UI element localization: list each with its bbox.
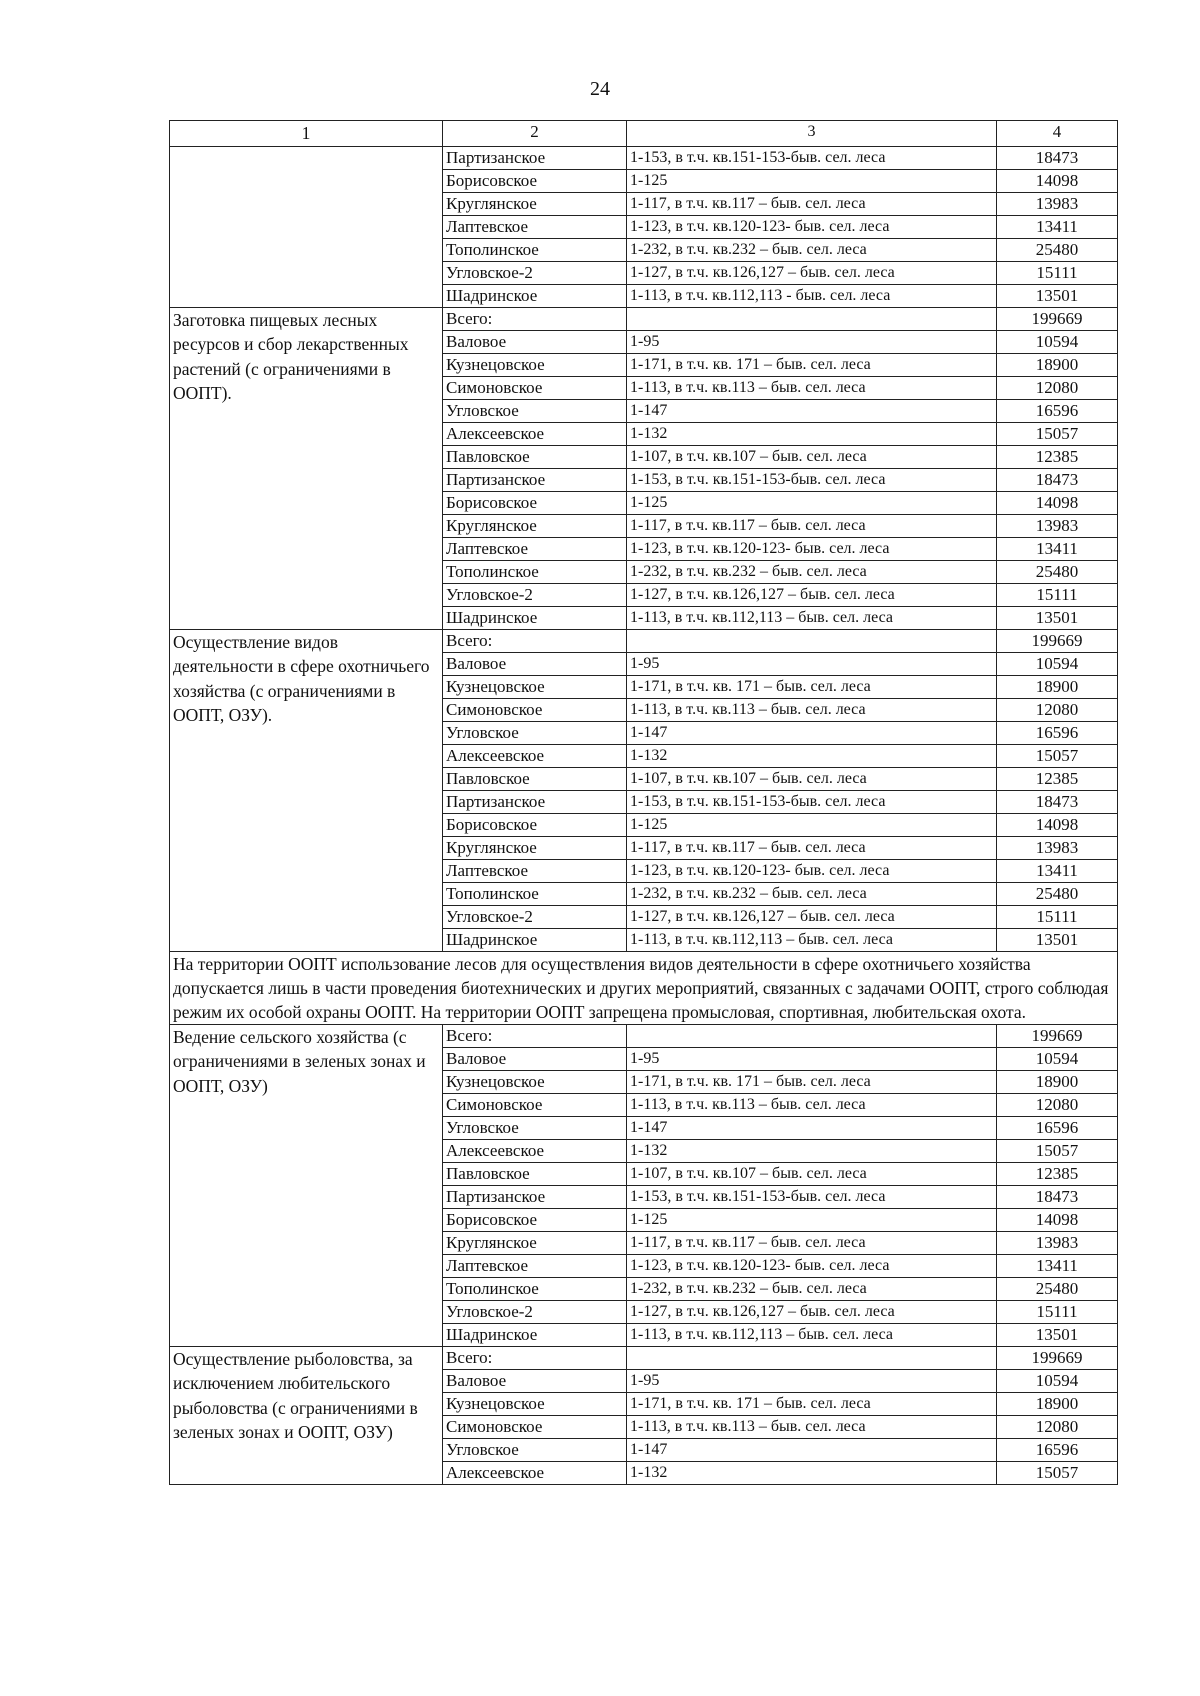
area-value-cell: 15057	[997, 1461, 1118, 1484]
forestry-name-cell: Угловское	[443, 721, 627, 744]
area-value-cell: 10594	[997, 652, 1118, 675]
forestry-name-cell: Шадринское	[443, 1323, 627, 1346]
forestry-name-cell: Партизанское	[443, 1185, 627, 1208]
quarter-range-cell: 1-113, в т.ч. кв.113 – быв. сел. леса	[627, 1415, 997, 1438]
quarter-range-cell: 1-125	[627, 169, 997, 192]
area-value-cell: 18900	[997, 1392, 1118, 1415]
area-value-cell: 14098	[997, 491, 1118, 514]
quarter-range-cell: 1-95	[627, 1369, 997, 1392]
quarter-range-cell: 1-132	[627, 1461, 997, 1484]
quarter-range-cell: 1-232, в т.ч. кв.232 – быв. сел. леса	[627, 238, 997, 261]
activity-type-cell: Заготовка пищевых лесных ресурсов и сбор лекарственных растений (с ограничениями в ООПТ).	[170, 307, 443, 629]
forestry-name-cell: Алексеевское	[443, 1461, 627, 1484]
forestry-name-cell: Кузнецовское	[443, 675, 627, 698]
activity-type-cell: Осуществление рыболовства, за исключением любительского рыболовства (с ограничениями в зеленых зонах и ООПТ, ОЗУ)	[170, 1346, 443, 1484]
quarter-range-cell: 1-127, в т.ч. кв.126,127 – быв. сел. леса	[627, 261, 997, 284]
area-value-cell: 15057	[997, 1139, 1118, 1162]
quarter-range-cell: 1-171, в т.ч. кв. 171 – быв. сел. леса	[627, 353, 997, 376]
area-value-cell: 25480	[997, 238, 1118, 261]
forestry-name-cell: Алексеевское	[443, 422, 627, 445]
forestry-name-cell: Борисовское	[443, 491, 627, 514]
note-row	[170, 951, 1118, 1024]
quarter-range-cell: 1-147	[627, 1438, 997, 1461]
quarter-range-cell: 1-107, в т.ч. кв.107 – быв. сел. леса	[627, 767, 997, 790]
forestry-name-cell: Симоновское	[443, 1093, 627, 1116]
forestry-name-cell: Павловское	[443, 1162, 627, 1185]
forestry-name-cell: Всего:	[443, 629, 627, 652]
quarter-range-cell: 1-153, в т.ч. кв.151-153-быв. сел. леса	[627, 146, 997, 169]
forestry-name-cell: Партизанское	[443, 146, 627, 169]
area-value-cell: 13501	[997, 928, 1118, 951]
quarter-range-cell: 1-117, в т.ч. кв.117 – быв. сел. леса	[627, 836, 997, 859]
quarter-range-cell: 1-95	[627, 652, 997, 675]
forestry-name-cell: Угловское-2	[443, 905, 627, 928]
area-value-cell: 18900	[997, 353, 1118, 376]
area-value-cell: 18473	[997, 790, 1118, 813]
forestry-name-cell: Кузнецовское	[443, 353, 627, 376]
area-value-cell: 199669	[997, 1024, 1118, 1047]
forestry-name-cell: Алексеевское	[443, 744, 627, 767]
quarter-range-cell: 1-123, в т.ч. кв.120-123- быв. сел. леса	[627, 859, 997, 882]
quarter-range-cell: 1-147	[627, 1116, 997, 1139]
area-value-cell: 16596	[997, 1116, 1118, 1139]
quarter-range-cell: 1-171, в т.ч. кв. 171 – быв. сел. леса	[627, 675, 997, 698]
area-value-cell: 12080	[997, 698, 1118, 721]
area-value-cell: 18473	[997, 1185, 1118, 1208]
area-value-cell: 12385	[997, 1162, 1118, 1185]
table-row	[170, 1346, 1118, 1369]
area-value-cell: 18900	[997, 675, 1118, 698]
column-header-row	[170, 121, 1118, 147]
forestry-name-cell: Борисовское	[443, 169, 627, 192]
quarter-range-cell: 1-117, в т.ч. кв.117 – быв. сел. леса	[627, 514, 997, 537]
quarter-range-cell: 1-127, в т.ч. кв.126,127 – быв. сел. леса	[627, 905, 997, 928]
forest-use-table	[169, 120, 1118, 1485]
area-value-cell: 13411	[997, 1254, 1118, 1277]
quarter-range-cell: 1-123, в т.ч. кв.120-123- быв. сел. леса	[627, 215, 997, 238]
table-row	[170, 307, 1118, 330]
page-number: 24	[590, 78, 610, 100]
quarter-range-cell: 1-113, в т.ч. кв.112,113 - быв. сел. леса	[627, 284, 997, 307]
quarter-range-cell: 1-132	[627, 1139, 997, 1162]
continued-activity-cell	[170, 146, 443, 307]
forestry-name-cell: Тополинское	[443, 882, 627, 905]
area-value-cell: 15111	[997, 905, 1118, 928]
quarter-range-cell: 1-95	[627, 1047, 997, 1070]
forestry-name-cell: Угловское	[443, 399, 627, 422]
forestry-name-cell: Павловское	[443, 445, 627, 468]
quarter-range-cell: 1-153, в т.ч. кв.151-153-быв. сел. леса	[627, 1185, 997, 1208]
area-value-cell: 13501	[997, 606, 1118, 629]
forestry-name-cell: Всего:	[443, 307, 627, 330]
quarter-range-cell	[627, 629, 997, 652]
area-value-cell: 10594	[997, 330, 1118, 353]
quarter-range-cell: 1-125	[627, 813, 997, 836]
forestry-name-cell: Круглянское	[443, 192, 627, 215]
forestry-name-cell: Круглянское	[443, 514, 627, 537]
forestry-name-cell: Круглянское	[443, 836, 627, 859]
quarter-range-cell: 1-153, в т.ч. кв.151-153-быв. сел. леса	[627, 790, 997, 813]
forestry-name-cell: Угловское	[443, 1116, 627, 1139]
quarter-range-cell: 1-113, в т.ч. кв.112,113 – быв. сел. леса	[627, 1323, 997, 1346]
table-row	[170, 146, 1118, 169]
area-value-cell: 15111	[997, 1300, 1118, 1323]
forestry-name-cell: Угловское	[443, 1438, 627, 1461]
forestry-name-cell: Валовое	[443, 1369, 627, 1392]
forestry-name-cell: Лаптевское	[443, 1254, 627, 1277]
forestry-name-cell: Всего:	[443, 1346, 627, 1369]
area-value-cell: 12080	[997, 1415, 1118, 1438]
quarter-range-cell: 1-117, в т.ч. кв.117 – быв. сел. леса	[627, 192, 997, 215]
table-row	[170, 629, 1118, 652]
forestry-name-cell: Алексеевское	[443, 1139, 627, 1162]
forestry-name-cell: Кузнецовское	[443, 1392, 627, 1415]
area-value-cell: 13411	[997, 859, 1118, 882]
area-value-cell: 12385	[997, 767, 1118, 790]
area-value-cell: 13983	[997, 1231, 1118, 1254]
hunting-restriction-note: На территории ООПТ использование лесов для осуществления видов деятельности в сфере охотничьего хозяйства допускается лишь в части проведения биотехнических и других мероприятий, связанных с задачами ООПТ, строго соблюдая режим их особой охраны ООПТ. На территории ООПТ запрещена промысловая, спортивная, любительская охота.	[170, 951, 1118, 1024]
forestry-name-cell: Всего:	[443, 1024, 627, 1047]
area-value-cell: 13983	[997, 514, 1118, 537]
forestry-name-cell: Симоновское	[443, 376, 627, 399]
forestry-name-cell: Тополинское	[443, 560, 627, 583]
forestry-name-cell: Шадринское	[443, 606, 627, 629]
quarter-range-cell: 1-127, в т.ч. кв.126,127 – быв. сел. леса	[627, 583, 997, 606]
area-value-cell: 12385	[997, 445, 1118, 468]
area-value-cell: 15111	[997, 261, 1118, 284]
area-value-cell: 199669	[997, 1346, 1118, 1369]
quarter-range-cell	[627, 1024, 997, 1047]
forestry-name-cell: Шадринское	[443, 928, 627, 951]
area-value-cell: 14098	[997, 169, 1118, 192]
column-header-1: 1	[170, 121, 443, 147]
area-value-cell: 18473	[997, 146, 1118, 169]
area-value-cell: 25480	[997, 1277, 1118, 1300]
activity-type-cell: Ведение сельского хозяйства (с ограничениями в зеленых зонах и ООПТ, ОЗУ)	[170, 1024, 443, 1346]
area-value-cell: 13411	[997, 215, 1118, 238]
area-value-cell: 16596	[997, 1438, 1118, 1461]
quarter-range-cell: 1-113, в т.ч. кв.112,113 – быв. сел. леса	[627, 928, 997, 951]
quarter-range-cell: 1-107, в т.ч. кв.107 – быв. сел. леса	[627, 445, 997, 468]
quarter-range-cell: 1-171, в т.ч. кв. 171 – быв. сел. леса	[627, 1070, 997, 1093]
forestry-name-cell: Валовое	[443, 330, 627, 353]
area-value-cell: 12080	[997, 1093, 1118, 1116]
quarter-range-cell: 1-153, в т.ч. кв.151-153-быв. сел. леса	[627, 468, 997, 491]
column-header-2: 2	[443, 121, 627, 147]
quarter-range-cell: 1-95	[627, 330, 997, 353]
forestry-name-cell: Лаптевское	[443, 859, 627, 882]
quarter-range-cell: 1-113, в т.ч. кв.112,113 – быв. сел. леса	[627, 606, 997, 629]
quarter-range-cell: 1-117, в т.ч. кв.117 – быв. сел. леса	[627, 1231, 997, 1254]
area-value-cell: 16596	[997, 399, 1118, 422]
forestry-name-cell: Партизанское	[443, 790, 627, 813]
area-value-cell: 13411	[997, 537, 1118, 560]
quarter-range-cell: 1-125	[627, 491, 997, 514]
quarter-range-cell: 1-127, в т.ч. кв.126,127 – быв. сел. леса	[627, 1300, 997, 1323]
forestry-name-cell: Симоновское	[443, 698, 627, 721]
quarter-range-cell: 1-132	[627, 744, 997, 767]
area-value-cell: 18900	[997, 1070, 1118, 1093]
area-value-cell: 16596	[997, 721, 1118, 744]
quarter-range-cell: 1-113, в т.ч. кв.113 – быв. сел. леса	[627, 1093, 997, 1116]
forestry-name-cell: Павловское	[443, 767, 627, 790]
forestry-name-cell: Угловское-2	[443, 261, 627, 284]
forestry-name-cell: Симоновское	[443, 1415, 627, 1438]
column-header-4: 4	[997, 121, 1118, 147]
quarter-range-cell: 1-232, в т.ч. кв.232 – быв. сел. леса	[627, 560, 997, 583]
quarter-range-cell: 1-132	[627, 422, 997, 445]
area-value-cell: 15057	[997, 422, 1118, 445]
forestry-name-cell: Лаптевское	[443, 537, 627, 560]
quarter-range-cell: 1-113, в т.ч. кв.113 – быв. сел. леса	[627, 376, 997, 399]
forestry-name-cell: Круглянское	[443, 1231, 627, 1254]
quarter-range-cell	[627, 1346, 997, 1369]
quarter-range-cell: 1-171, в т.ч. кв. 171 – быв. сел. леса	[627, 1392, 997, 1415]
forestry-name-cell: Лаптевское	[443, 215, 627, 238]
quarter-range-cell: 1-123, в т.ч. кв.120-123- быв. сел. леса	[627, 1254, 997, 1277]
forestry-name-cell: Борисовское	[443, 813, 627, 836]
area-value-cell: 12080	[997, 376, 1118, 399]
area-value-cell: 10594	[997, 1047, 1118, 1070]
area-value-cell: 14098	[997, 813, 1118, 836]
quarter-range-cell: 1-147	[627, 399, 997, 422]
forestry-name-cell: Борисовское	[443, 1208, 627, 1231]
area-value-cell: 199669	[997, 307, 1118, 330]
area-value-cell: 13501	[997, 1323, 1118, 1346]
table-row	[170, 1024, 1118, 1047]
quarter-range-cell: 1-125	[627, 1208, 997, 1231]
area-value-cell: 14098	[997, 1208, 1118, 1231]
area-value-cell: 25480	[997, 882, 1118, 905]
column-header-3: 3	[627, 121, 997, 147]
area-value-cell: 13983	[997, 192, 1118, 215]
area-value-cell: 18473	[997, 468, 1118, 491]
forestry-name-cell: Угловское-2	[443, 1300, 627, 1323]
forestry-name-cell: Шадринское	[443, 284, 627, 307]
forestry-name-cell: Валовое	[443, 652, 627, 675]
forestry-name-cell: Кузнецовское	[443, 1070, 627, 1093]
quarter-range-cell: 1-107, в т.ч. кв.107 – быв. сел. леса	[627, 1162, 997, 1185]
quarter-range-cell: 1-232, в т.ч. кв.232 – быв. сел. леса	[627, 1277, 997, 1300]
forestry-name-cell: Тополинское	[443, 1277, 627, 1300]
forestry-name-cell: Тополинское	[443, 238, 627, 261]
quarter-range-cell: 1-113, в т.ч. кв.113 – быв. сел. леса	[627, 698, 997, 721]
area-value-cell: 13983	[997, 836, 1118, 859]
area-value-cell: 15111	[997, 583, 1118, 606]
forestry-name-cell: Партизанское	[443, 468, 627, 491]
area-value-cell: 25480	[997, 560, 1118, 583]
quarter-range-cell	[627, 307, 997, 330]
forestry-name-cell: Валовое	[443, 1047, 627, 1070]
area-value-cell: 15057	[997, 744, 1118, 767]
quarter-range-cell: 1-232, в т.ч. кв.232 – быв. сел. леса	[627, 882, 997, 905]
area-value-cell: 199669	[997, 629, 1118, 652]
quarter-range-cell: 1-147	[627, 721, 997, 744]
forestry-name-cell: Угловское-2	[443, 583, 627, 606]
quarter-range-cell: 1-123, в т.ч. кв.120-123- быв. сел. леса	[627, 537, 997, 560]
area-value-cell: 13501	[997, 284, 1118, 307]
activity-type-cell: Осуществление видов деятельности в сфере охотничьего хозяйства (с ограничениями в ООПТ, ОЗУ).	[170, 629, 443, 951]
area-value-cell: 10594	[997, 1369, 1118, 1392]
